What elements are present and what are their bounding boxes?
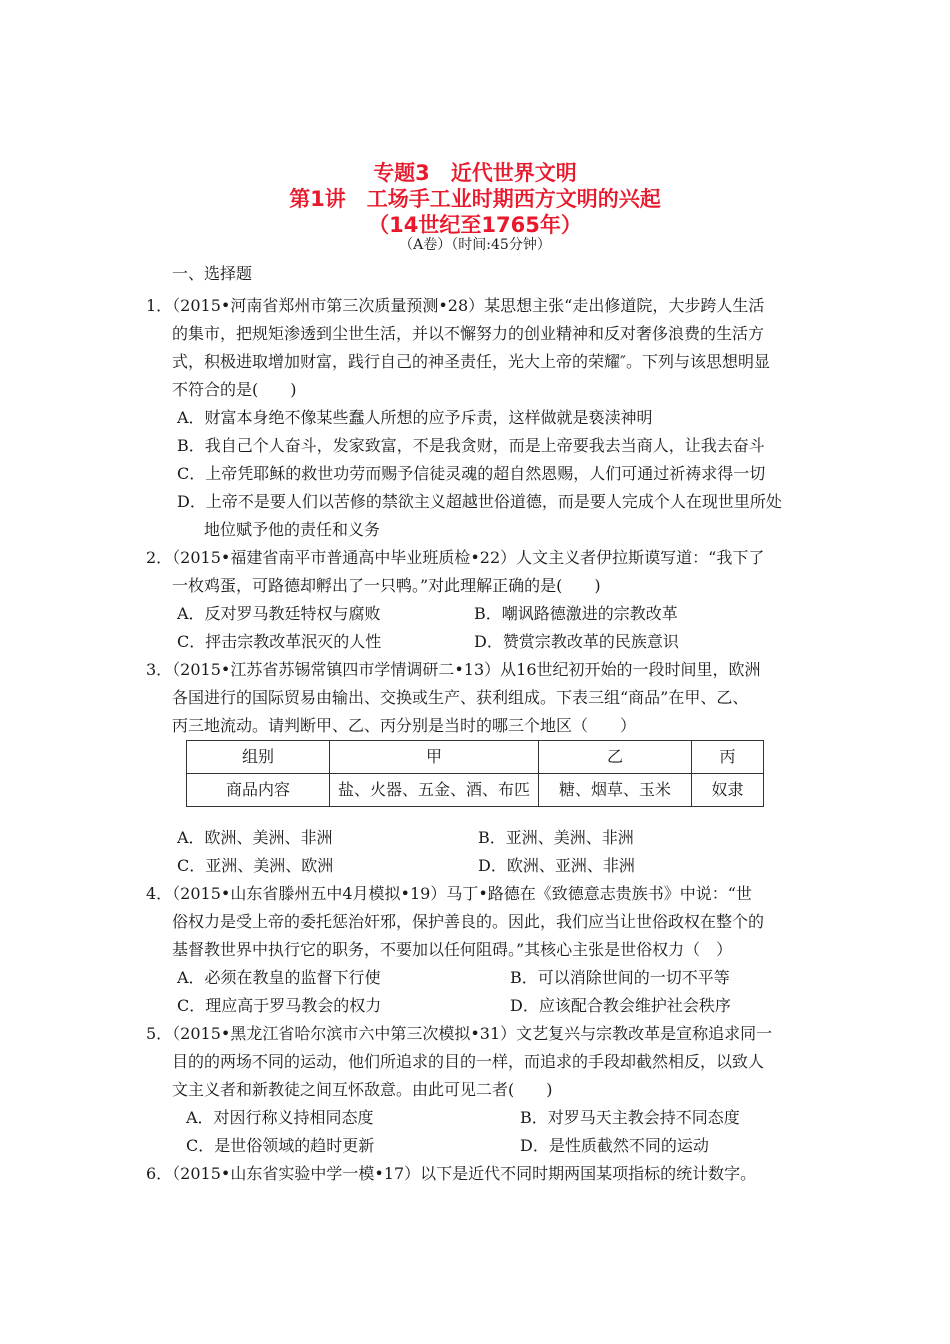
question-3-line: 各国进行的国际贸易由输出、交换或生产、获利组成。下表三组“商品”在甲、乙、 [172, 688, 749, 707]
question-3-option-a: A．欧洲、美洲、非洲 [177, 828, 333, 847]
question-2-line: 2．（2015•福建省南平市普通高中毕业班质检•22）人文主义者伊拉斯谟写道：“我下了 [146, 548, 765, 567]
topic-title: 专题3 近代世界文明 [373, 161, 577, 185]
question-5-line: 文主义者和新教徒之间互怀敌意。由此可见二者( ) [172, 1080, 553, 1099]
question-1-option-b: B．我自己个人奋斗，发家致富，不是我贪财，而是上帝要我去当商人，让我去奋斗 [177, 436, 765, 455]
question-5-option-a: A．对因行称义持相同态度 [186, 1108, 374, 1127]
question-2-option-c: C．抨击宗教改革泯灭的人性 [177, 632, 382, 651]
question-4-line: 4．（2015•山东省滕州五中4月模拟•19）马丁•路德在《致德意志贵族书》中说：“世 [146, 884, 752, 903]
table-cell: 糖、烟草、玉米 [539, 774, 692, 807]
question-1-line: 不符合的是( ) [172, 380, 297, 399]
question-1-line: 1．（2015•河南省郑州市第三次质量预测•28）某思想主张“走出修道院，大步跨人生活 [146, 296, 765, 315]
question-4-option-d: D．应该配合教会维护社会秩序 [510, 996, 731, 1015]
question-1-option-a: A．财富本身绝不像某些蠢人所想的应予斥责，这样做就是亵渎神明 [177, 408, 653, 427]
table-cell: 商品内容 [187, 774, 330, 807]
question-4-option-b: B．可以消除世间的一切不平等 [510, 968, 730, 987]
period-title: （14世纪至1765年） [368, 213, 582, 237]
question-1-line: 式，积极进取增加财富，践行自己的神圣责任，光大上帝的荣耀″。下列与该思想明显 [172, 352, 770, 371]
question-4-option-c: C．理应高于罗马教会的权力 [177, 996, 382, 1015]
question-1-option-d: D．上帝不是要人们以苦修的禁欲主义超越世俗道德，而是要人完成个人在现世里所处 [177, 492, 782, 511]
lecture-title: 第1讲 工场手工业时期西方文明的兴起 [289, 187, 661, 211]
table-header-cell: 乙 [539, 741, 692, 774]
question-2-option-a: A．反对罗马教廷特权与腐败 [177, 604, 381, 623]
question-5-line: 目的的两场不同的运动，他们所追求的目的一样，而追求的手段却截然相反，以致人 [172, 1052, 765, 1071]
table-cell: 盐、火器、五金、酒、布匹 [330, 774, 539, 807]
question-1-line: 的集市，把规矩渗透到尘世生活，并以不懈努力的创业精神和反对奢侈浪费的生活方 [172, 324, 765, 343]
question-3-option-d: D．欧洲、亚洲、非洲 [478, 856, 635, 875]
table-header-cell: 甲 [330, 741, 539, 774]
question-3-option-c: C．亚洲、美洲、欧洲 [177, 856, 334, 875]
table-header-cell: 丙 [692, 741, 764, 774]
question-3-option-b: B．亚洲、美洲、非洲 [478, 828, 634, 847]
question-4-line: 基督教世界中执行它的职务，不要加以任何阻碍。”其核心主张是世俗权力（ ） [172, 940, 733, 959]
question-5-option-b: B．对罗马天主教会持不同态度 [520, 1108, 740, 1127]
table-cell: 奴隶 [692, 774, 764, 807]
goods-table [186, 740, 764, 807]
exam-meta: （A卷）（时间:45分钟） [399, 237, 551, 253]
question-1-option-d-cont: 地位赋予他的责任和义务 [204, 520, 381, 539]
table-header-cell: 组别 [187, 741, 330, 774]
table-header-row [187, 741, 764, 774]
question-4-option-a: A．必须在教皇的监督下行使 [177, 968, 381, 987]
question-2-option-d: D．赞赏宗教改革的民族意识 [474, 632, 679, 651]
question-3-line: 丙三地流动。请判断甲、乙、丙分别是当时的哪三个地区（ ） [172, 716, 637, 735]
question-4-line: 俗权力是受上帝的委托惩治奸邪，保护善良的。因此，我们应当让世俗政权在整个的 [172, 912, 765, 931]
question-1-option-c: C．上帝凭耶稣的救世功劳而赐予信徒灵魂的超自然恩赐，人们可通过祈祷求得一切 [177, 464, 766, 483]
table-row [187, 774, 764, 807]
question-6-line: 6．（2015•山东省实验中学一模•17）以下是近代不同时期两国某项指标的统计数字。 [146, 1164, 757, 1183]
question-5-line: 5．（2015•黑龙江省哈尔滨市六中第三次模拟•31）文艺复兴与宗教改革是宣称追求同一 [146, 1024, 773, 1043]
question-2-option-b: B．嘲讽路德激进的宗教改革 [474, 604, 678, 623]
question-5-option-c: C．是世俗领域的趋时更新 [186, 1136, 375, 1155]
question-2-line: 一枚鸡蛋，可路德却孵出了一只鸭。”对此理解正确的是( ) [172, 576, 601, 595]
section-title: 一、选择题 [172, 264, 253, 283]
question-3-line: 3．（2015•江苏省苏锡常镇四市学情调研二•13）从16世纪初开始的一段时间里，欧洲 [146, 660, 761, 679]
question-5-option-d: D．是性质截然不同的运动 [520, 1136, 709, 1155]
